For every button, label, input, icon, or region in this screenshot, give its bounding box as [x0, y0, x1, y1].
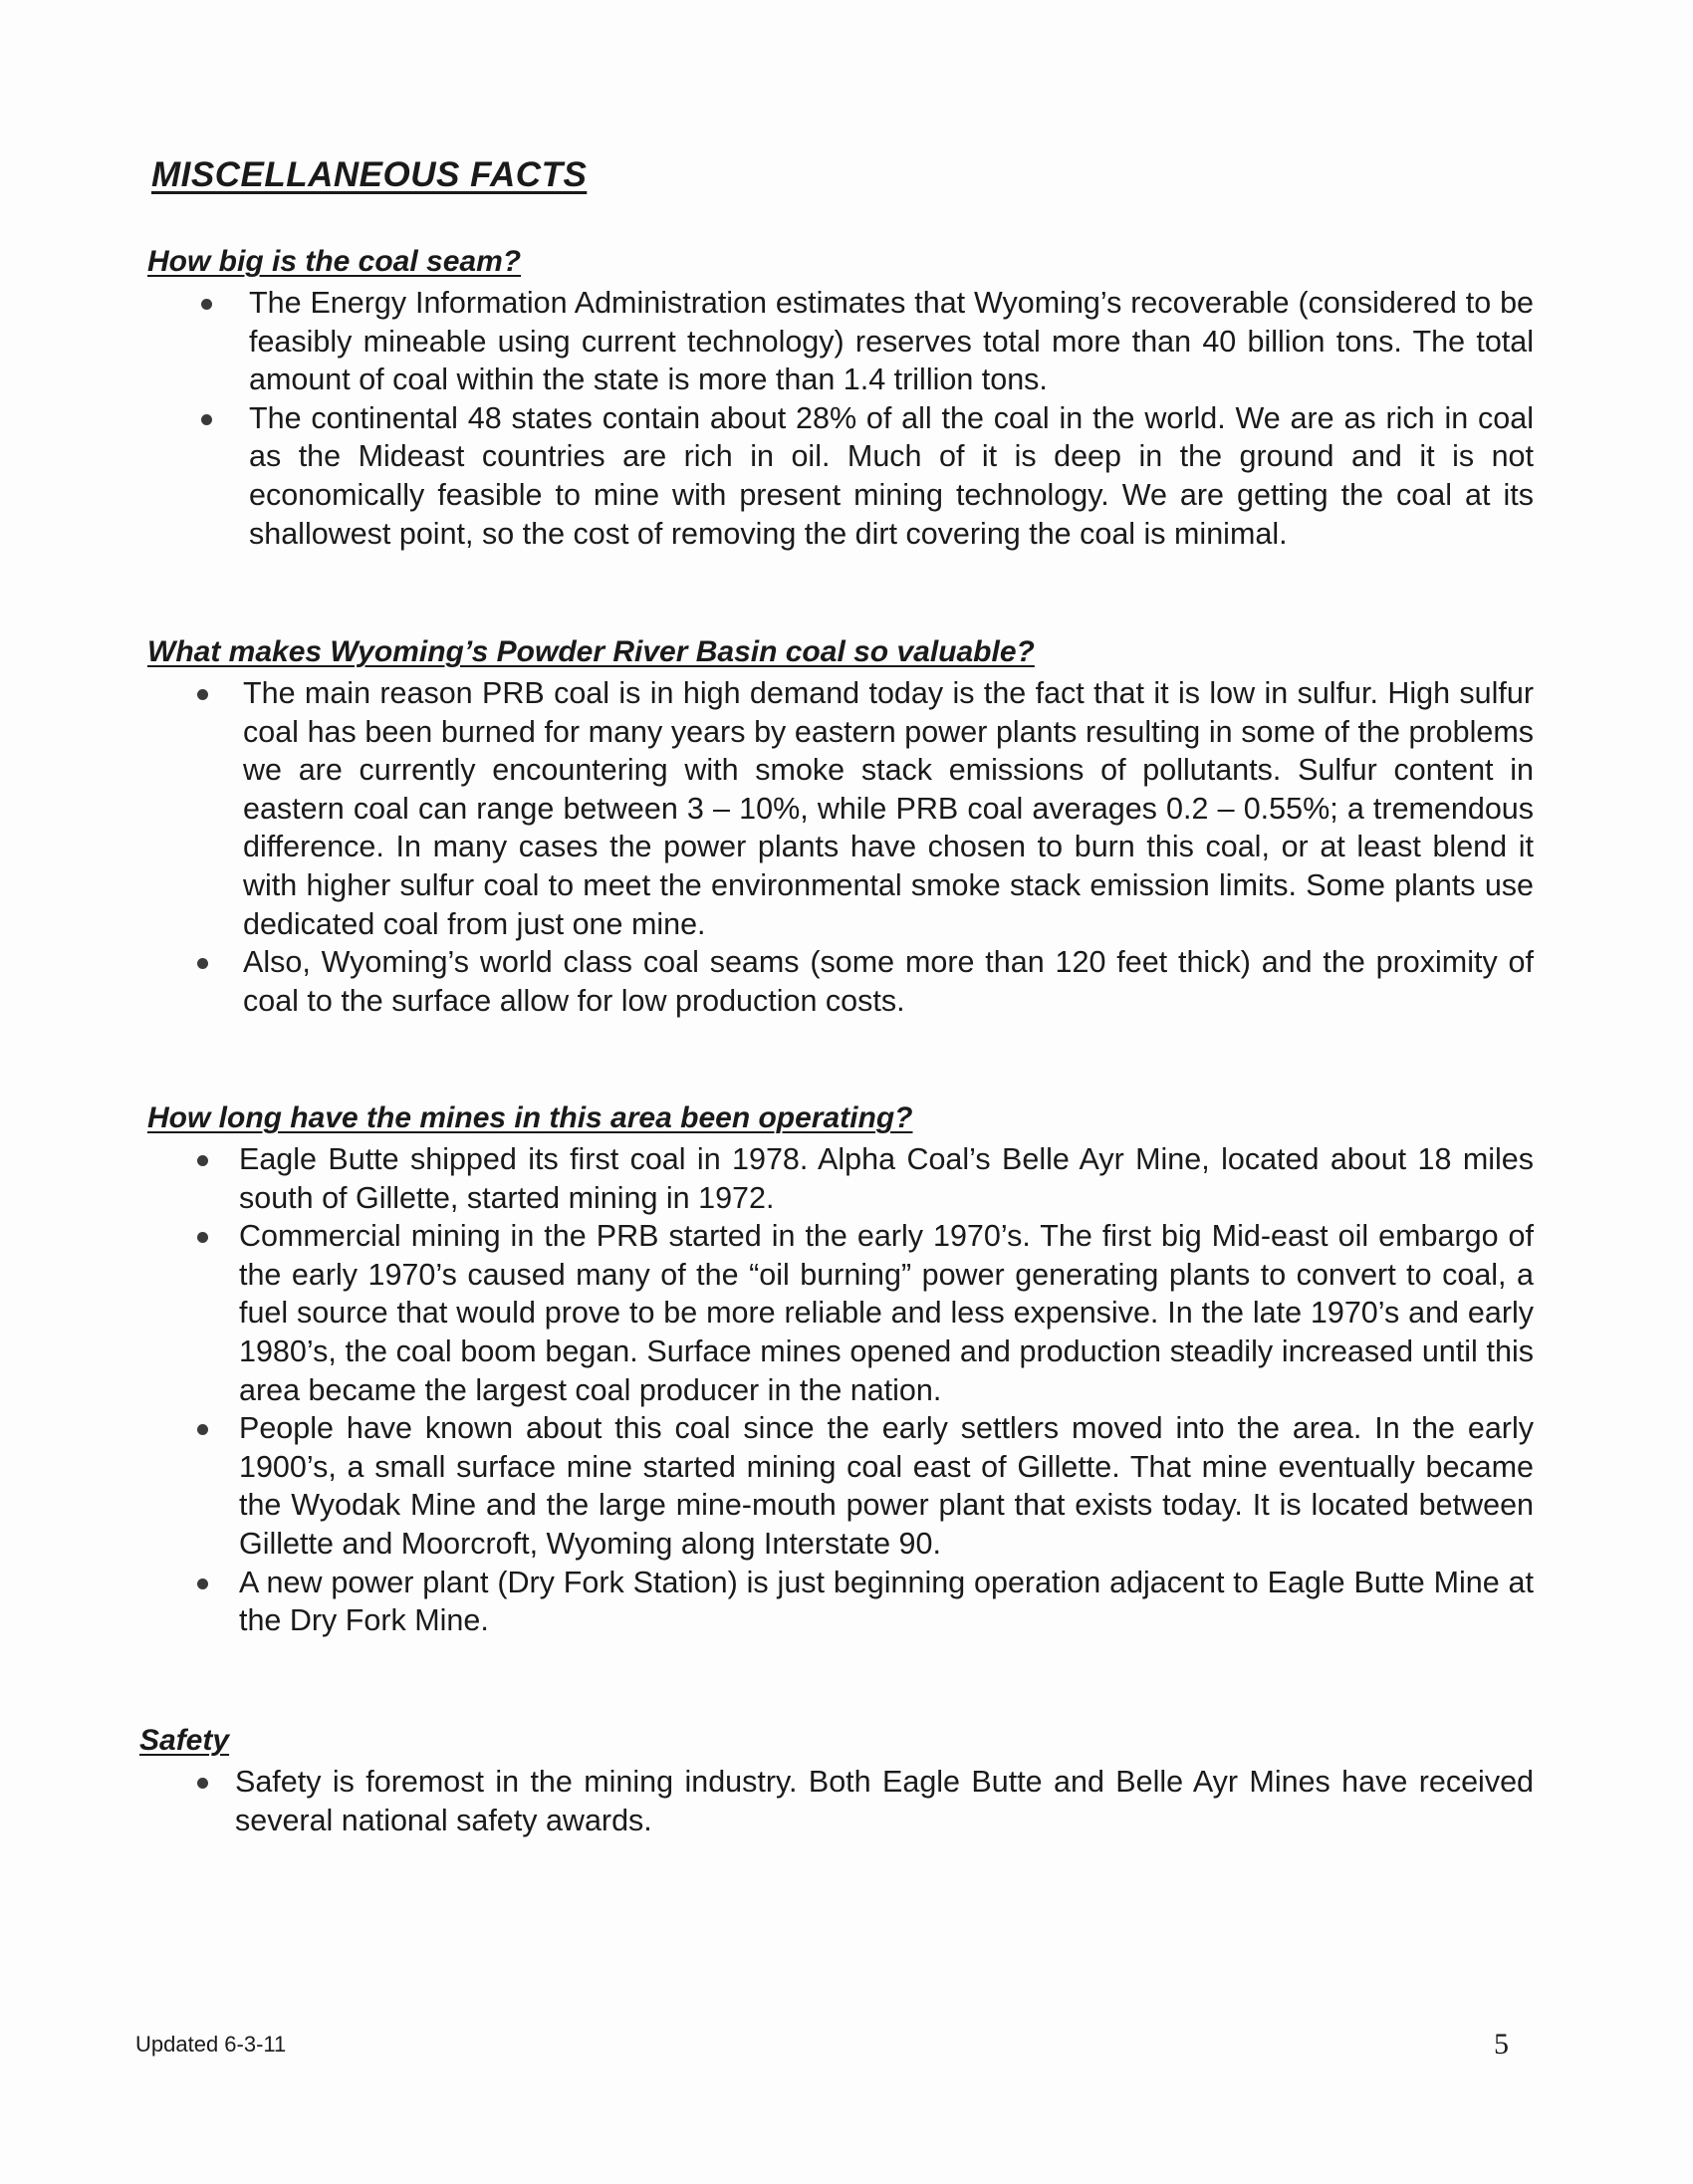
updated-date: Updated 6-3-11	[135, 2032, 287, 2057]
section-heading: How big is the coal seam?	[147, 245, 522, 278]
section-heading: How long have the mines in this area been operating?	[147, 1101, 913, 1134]
list-item	[139, 1763, 1534, 1839]
list-item	[139, 1217, 1534, 1409]
bullet-icon	[197, 689, 208, 700]
bullet-list	[139, 1763, 1534, 1839]
section-prb-value	[139, 632, 1534, 1020]
list-item	[139, 1409, 1534, 1563]
list-item	[139, 399, 1534, 553]
list-item	[139, 1140, 1534, 1217]
section-heading: What makes Wyoming’s Powder River Basin coal so valuable?	[147, 635, 1035, 668]
list-item-text: Eagle Butte shipped its first coal in 1978. Alpha Coal’s Belle Ayr Mine, located about 18 miles south of Gillette, started mining in 1972.	[239, 1142, 1534, 1215]
list-item-text: The Energy Information Administration estimates that Wyoming’s recoverable (considered to be feasibly mineable using current technology) reserves total more than 40 billion tons. The total amount of coal within the state is more than 1.4 trillion tons.	[249, 286, 1534, 397]
list-item	[139, 943, 1534, 1020]
bullet-icon	[197, 1232, 208, 1243]
list-item-text: The continental 48 states contain about 28% of all the coal in the world. We are as rich in coal as the Mideast countries are rich in oil. Much of it is deep in the ground and it is not economically feasible to mine with present mining technology. We are getting the coal at its shallowest point, so the cost of removing the dirt covering the coal is minimal.	[249, 400, 1534, 551]
bullet-list	[139, 284, 1534, 553]
bullet-icon	[197, 1155, 208, 1166]
list-item-text: People have known about this coal since the early settlers moved into the area. In the early 1900’s, a small surface mine started mining coal east of Gillette. That mine eventually became the Wyodak Mine and the large mine-mouth power plant that exists today. It is located between Gillette and Moorcroft, Wyoming along Interstate 90.	[239, 1411, 1534, 1561]
list-item-text: A new power plant (Dry Fork Station) is just beginning operation adjacent to Eagle Butte Mine at the Dry Fork Mine.	[239, 1565, 1534, 1638]
bullet-icon	[197, 1778, 208, 1789]
bullet-icon	[197, 958, 208, 969]
section-safety	[139, 1721, 1534, 1839]
list-item-text: Commercial mining in the PRB started in the early 1970’s. The first big Mid-east oil embargo of the early 1970’s caused many of the “oil burning” power generating plants to convert to coal, a fuel source that would prove to be more reliable and less expensive. In the late 1970’s and early 1980’s, the coal boom began. Surface mines opened and production steadily increased until this area became the largest coal producer in the nation.	[239, 1219, 1534, 1407]
section-mine-history	[139, 1098, 1534, 1640]
bullet-list	[139, 1140, 1534, 1640]
page-number: 5	[1494, 2028, 1509, 2061]
list-item	[139, 1564, 1534, 1640]
bullet-list	[139, 674, 1534, 1020]
bullet-icon	[201, 299, 212, 310]
list-item-text: Also, Wyoming’s world class coal seams (some more than 120 feet thick) and the proximity of coal to the surface allow for low production costs.	[243, 945, 1534, 1018]
page-title: MISCELLANEOUS FACTS	[151, 155, 588, 194]
list-item-text: The main reason PRB coal is in high demand today is the fact that it is low in sulfur. High sulfur coal has been burned for many years by eastern power plants resulting in some of the problems we are currently encountering with smoke stack emissions of pollutants. Sulfur content in eastern coal can range between 3 – 10%, while PRB coal averages 0.2 – 0.55%; a tremendous difference. In many cases the power plants have chosen to burn this coal, or at least blend it with higher sulfur coal to meet the environmental smoke stack emission limits. Some plants use dedicated coal from just one mine.	[243, 676, 1534, 941]
section-heading: Safety	[139, 1724, 230, 1757]
bullet-icon	[197, 1578, 208, 1589]
list-item-text: Safety is foremost in the mining industry. Both Eagle Butte and Belle Ayr Mines have received several national safety awards.	[235, 1765, 1534, 1837]
bullet-icon	[201, 414, 212, 425]
bullet-icon	[197, 1424, 208, 1435]
section-coal-seam-size	[139, 242, 1534, 553]
list-item	[139, 674, 1534, 943]
list-item	[139, 284, 1534, 399]
